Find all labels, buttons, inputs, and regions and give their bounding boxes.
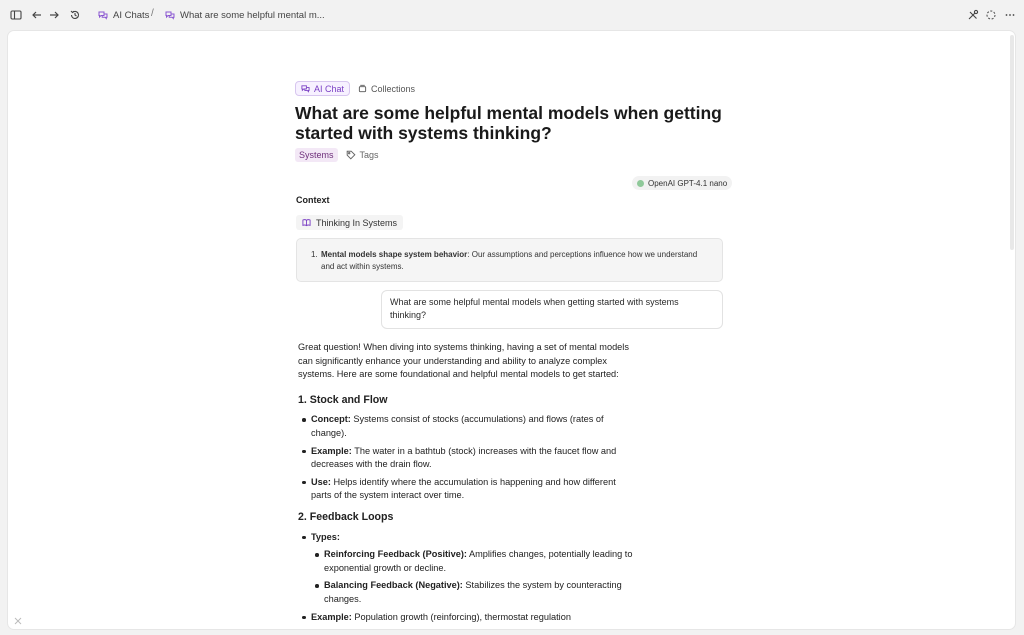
assistant-answer (298, 341, 638, 630)
page-title: What are some helpful mental models when getting started with systems thinking? (295, 103, 722, 143)
tag-row (295, 148, 379, 162)
book-icon (302, 218, 311, 227)
list-item (311, 548, 638, 575)
collections-label: Collections (371, 83, 416, 94)
section-list (298, 531, 638, 625)
user-message: What are some helpful mental models when getting started with systems thinking? (381, 290, 723, 329)
collection-icon (358, 84, 367, 93)
breadcrumb-separator: / (151, 8, 154, 19)
ai-chat-pill[interactable] (295, 81, 350, 96)
list-item-text: The water in a bathtub (stock) increases with the faucet flow and decreases with the drain flow. (311, 445, 617, 470)
model-status-dot (637, 180, 644, 187)
chat-icon (98, 10, 108, 20)
breadcrumb-root-label: AI Chats (113, 9, 150, 21)
answer-intro: Great question! When diving into systems thinking, having a set of mental models can significantly enhance your understanding and ability to analyze complex systems. Here are some foundational and helpful mental models to get started: (298, 342, 629, 380)
list-item-label: Types: (311, 531, 340, 542)
context-item-number: 1. (311, 250, 318, 259)
sidebar-toggle-icon[interactable] (8, 7, 24, 23)
expand-icon[interactable] (14, 612, 22, 620)
scrollbar[interactable] (1010, 35, 1014, 250)
context-source-label: Thinking In Systems (316, 217, 398, 228)
tools-icon[interactable] (965, 7, 981, 23)
forward-arrow-icon[interactable] (46, 7, 62, 23)
list-item (298, 445, 638, 472)
list-item-label: Balancing Feedback (Negative): (324, 580, 463, 591)
list-item-text: Systems consist of stocks (accumulations) and flows (rates of change). (311, 414, 604, 438)
chat-icon (301, 84, 310, 93)
model-name: OpenAI GPT-4.1 nano (648, 178, 728, 188)
more-options-icon[interactable] (1002, 7, 1018, 23)
section-heading: 2. Feedback Loops (298, 510, 394, 523)
context-item-body: : Our assumptions and perceptions influence how we understand and act within systems. (321, 250, 698, 271)
breadcrumb-current[interactable] (165, 8, 325, 22)
back-arrow-icon[interactable] (29, 7, 45, 23)
list-item (298, 531, 638, 607)
list-item-text: Helps identify where the accumulation is happening and how different parts of the system interact over time. (311, 476, 616, 501)
main-panel (7, 30, 1016, 630)
ai-chat-label: AI Chat (314, 83, 345, 94)
history-icon[interactable] (67, 7, 83, 23)
section-list (298, 413, 638, 503)
list-item-text: Population growth (reinforcing), thermostat regulation (351, 611, 571, 622)
section-heading: 1. Stock and Flow (298, 393, 388, 406)
breadcrumb-root[interactable] (98, 8, 149, 22)
tag-icon (346, 150, 356, 160)
list-item-label: Reinforcing Feedback (Positive): (324, 549, 467, 560)
tag-systems[interactable]: Systems (295, 148, 338, 162)
context-source-chip[interactable] (296, 215, 403, 230)
breadcrumb-current-label: What are some helpful mental m... (180, 9, 325, 21)
tags-button[interactable] (346, 150, 379, 160)
context-label: Context (296, 195, 330, 205)
list-item (298, 611, 638, 625)
chat-icon (165, 10, 175, 20)
list-item-label: Example: (311, 445, 352, 456)
top-bar (0, 0, 1024, 30)
list-item-label: Use: (311, 476, 331, 487)
context-item-bold: Mental models shape system behavior (321, 250, 468, 259)
list-item-text: Amplifies changes, potentially leading to exponential growth or decline. (324, 549, 633, 573)
loading-spinner-icon[interactable] (983, 7, 999, 23)
list-item (298, 476, 638, 503)
context-excerpt (296, 238, 723, 282)
list-item-text: Stabilizes the system by counteracting changes. (324, 580, 622, 604)
meta-row (295, 81, 415, 96)
nested-list (311, 548, 638, 606)
model-badge[interactable] (632, 176, 732, 190)
tags-label: Tags (359, 150, 379, 160)
list-item-label: Concept: (311, 414, 351, 425)
context-item-text (321, 249, 710, 273)
collections-button[interactable] (358, 84, 415, 94)
list-item (298, 413, 638, 440)
list-item (311, 579, 638, 606)
list-item-label: Example: (311, 611, 352, 622)
